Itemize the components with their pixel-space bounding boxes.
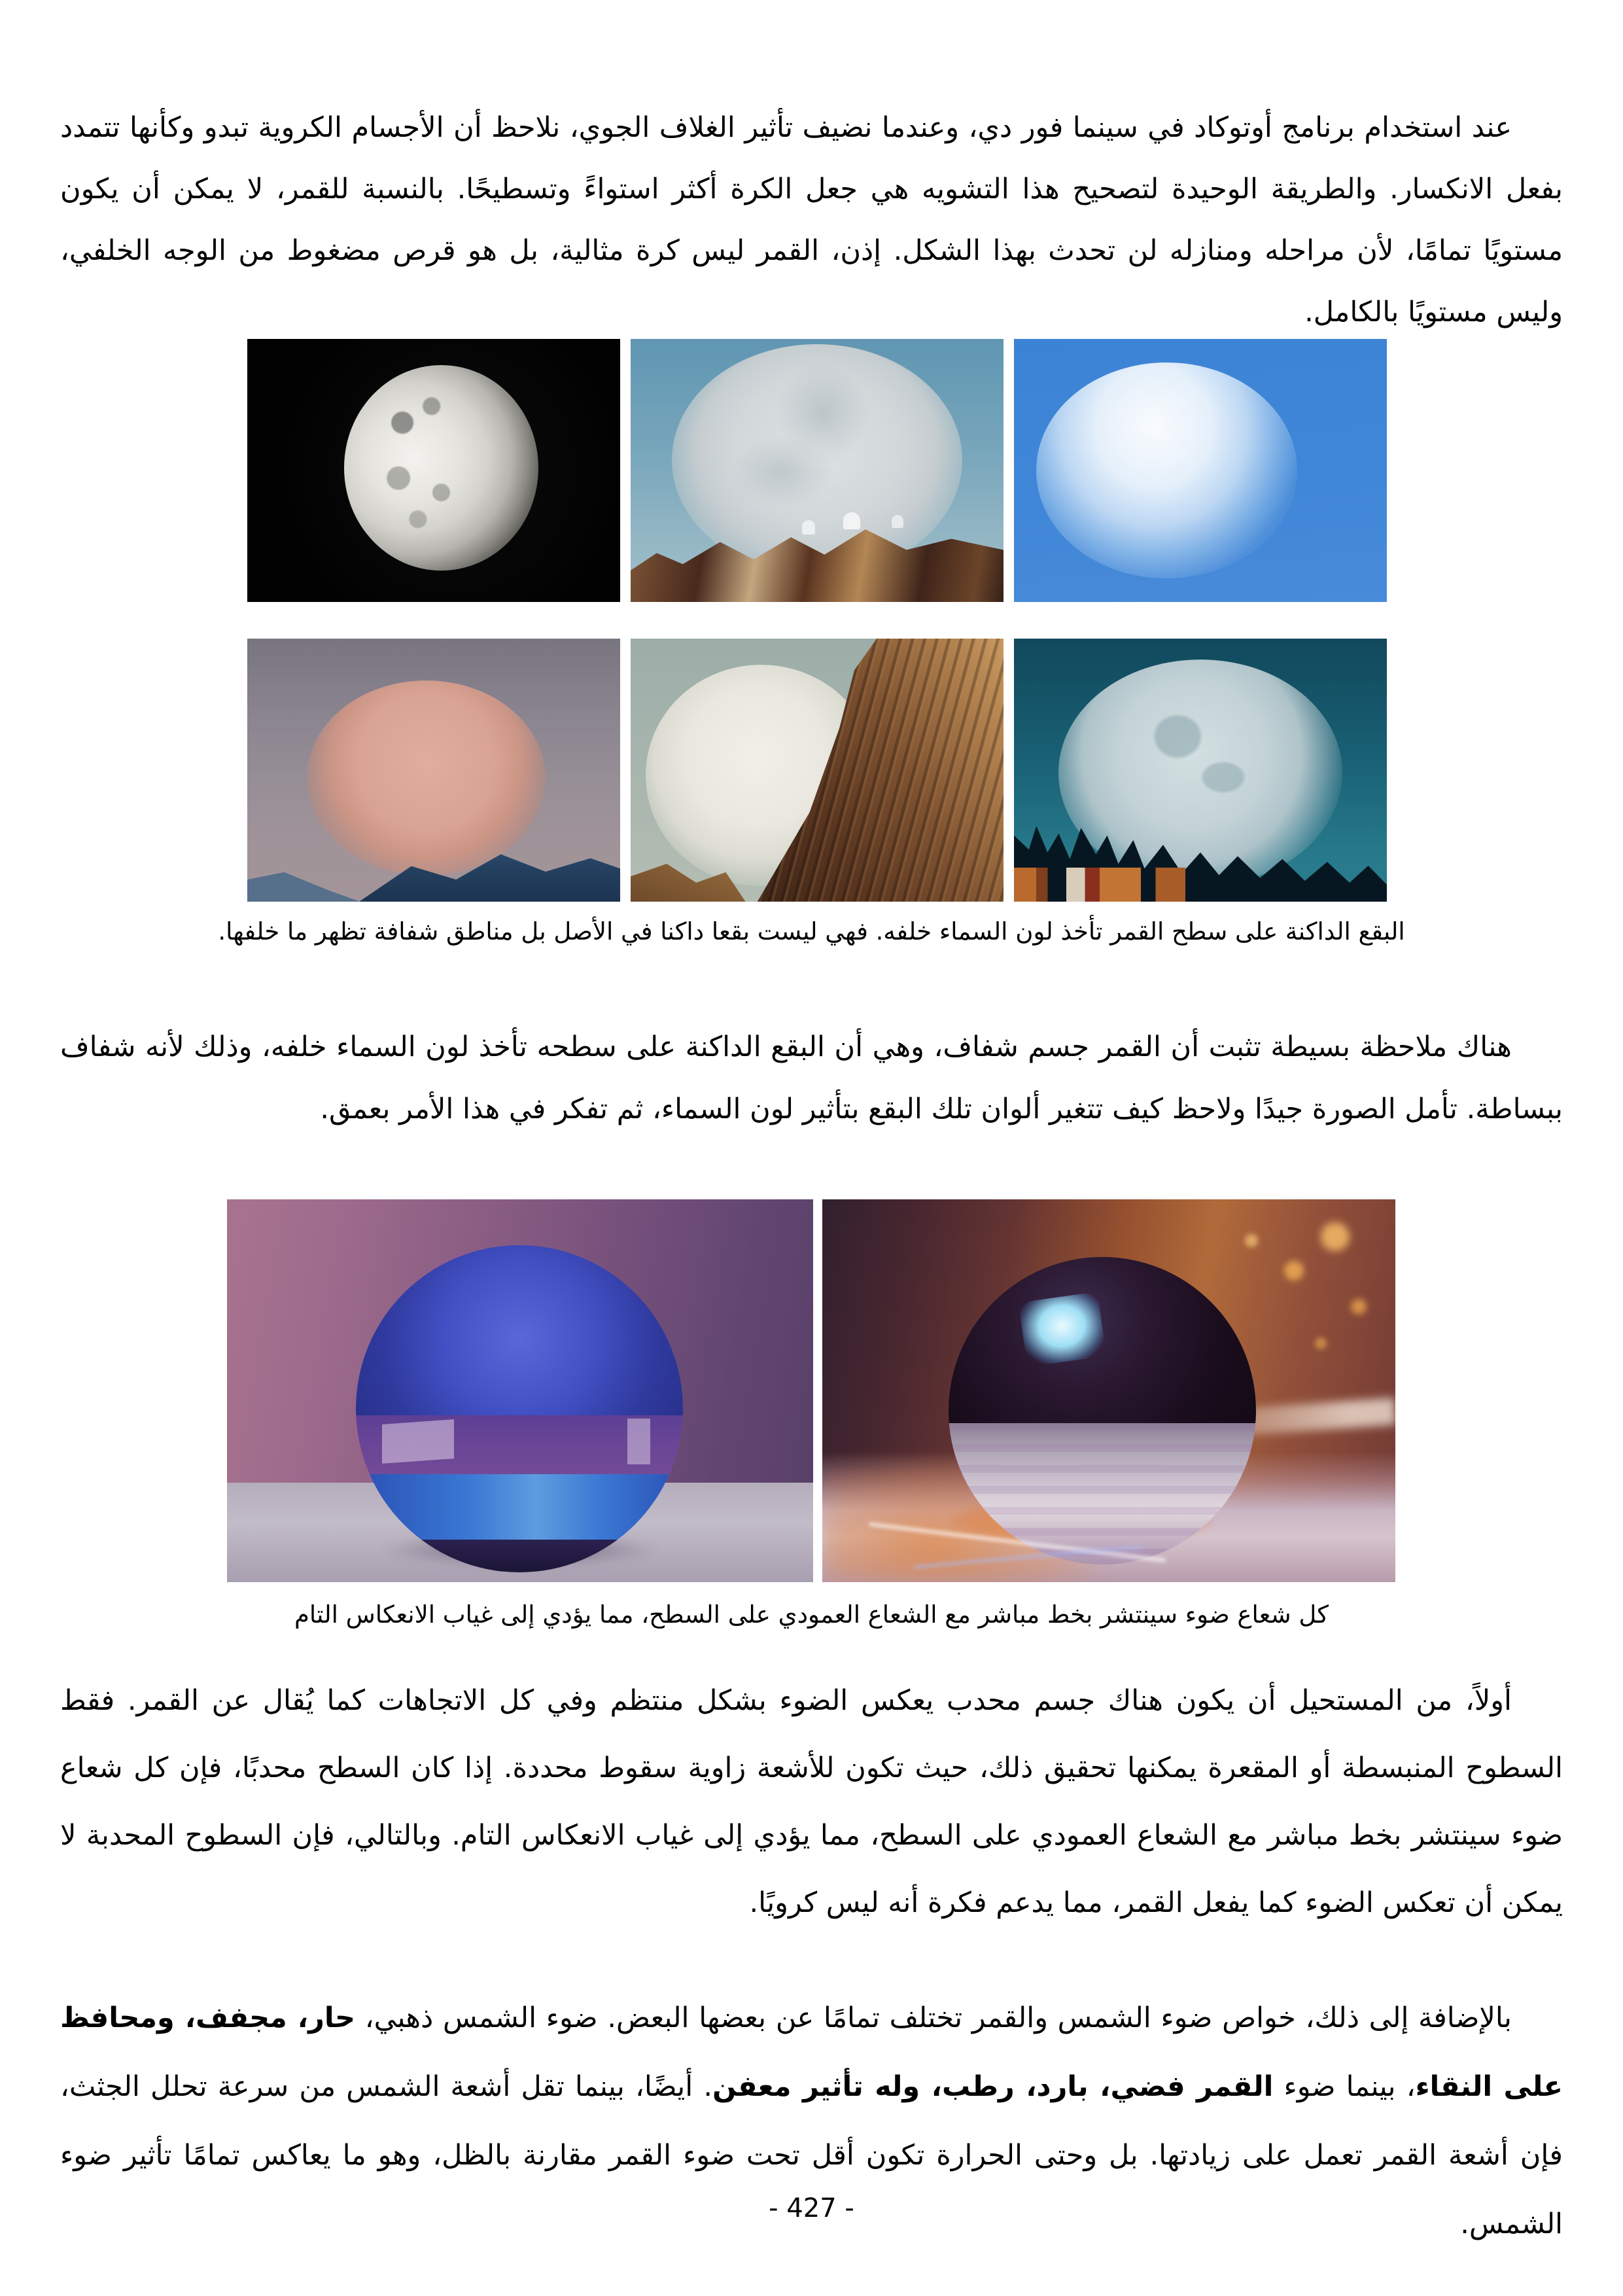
moon-disc <box>307 680 546 875</box>
room-reflection <box>382 1419 454 1464</box>
town-buildings <box>1014 868 1387 902</box>
bokeh-light <box>1315 1337 1327 1349</box>
moon-grid-caption: البقع الداكنة على سطح القمر تأخذ لون السماء خلفه. فهي ليست بقعا داكنا في الأصل بل مناطق شفافة تظهر ما خلفها. <box>218 917 1405 945</box>
sphere-highlight <box>1018 1292 1106 1367</box>
sphere-dark-base <box>356 1540 683 1572</box>
bokeh-light <box>1245 1234 1258 1247</box>
bokeh-light <box>1284 1261 1304 1280</box>
photo-moon-over-trees-town <box>1014 639 1387 902</box>
photo-moon-over-observatory-ridge <box>631 339 1003 602</box>
paragraph-convex-reflection: أولاً، من المستحيل أن يكون هناك جسم محدب يعكس الضوء بشكل منتظم وفي كل الاتجاهات كما يُقال عن القمر. فقط السطوح المنبسطة أو المقعرة يمكنها تحقيق ذلك، حيث تكون للأشعة زاوية سقوط محددة. إذا كان السطح محدبًا، فإن كل شعاع ضوء سينتشر بخط مباشر مع الشعاع العمودي على السطح، مما يؤدي إلى غياب الانعكاس التام. وبالتالي، فإن السطوح المحدبة لا يمكن أن تعكس الضوء كما يفعل القمر، مما يدعم فكرة أنه ليس كرويًا. <box>60 1684 1563 1919</box>
page-number: - 427 - <box>769 2193 854 2223</box>
paragraph-sun-moon-light-properties: بالإضافة إلى ذلك، خواص ضوء الشمس والقمر تختلف تمامًا عن بعضها البعض. ضوء الشمس ذهبي، حار، مجفف، ومحافظ على النقاء، بينما ضوء القمر فضي، بارد، رطب، وله تأثير معفن. أيضًا، بينما تقل أشعة الشمس من سرعة تحلل الجثث، فإن أشعة القمر تعمل على زيادتها. بل وحتى الحرارة تكون أقل تحت ضوء القمر مقارنة بالظل، وهو ما يعاكس تمامًا تأثير ضوء الشمس. <box>60 2002 1563 2240</box>
moon-disc <box>344 365 538 571</box>
paragraph-autocad-atmosphere: عند استخدام برنامج أوتوكاد في سينما فور دي، وعندما نضيف تأثير الغلاف الجوي، نلاحظ أن الأجسام الكروية تبدو وكأنها تتمدد بفعل الانكسار. والطريقة الوحيدة لتصحيح هذا التشويه هي جعل الكرة أكثر استواءً وتسطيحًا. بالنسبة للقمر، لا يمكن أن يكون مستويًا تمامًا، لأن مراحله ومنازله لن تحدث بهذا الشكل. إذن، القمر ليس كرة مثالية، بل هو قرص مضغوط من الوجه الخلفي، وليس مستويًا بالكامل. <box>60 111 1563 328</box>
moon-disc <box>1036 362 1297 578</box>
photo-pink-moon-hazy-sky <box>247 639 620 902</box>
moon-disc <box>672 344 963 576</box>
bokeh-light <box>1351 1299 1367 1315</box>
sphere-translucent-bottom <box>949 1423 1256 1564</box>
sphere-photo-row <box>227 1199 1395 1582</box>
paragraph-moon-transparency: هناك ملاحظة بسيطة تثبت أن القمر جسم شفاف، وهي أن البقع الداكنة على سطحه تأخذ لون السماء خلفه، وذلك لأنه شفاف ببساطة. تأمل الصورة جيدًا ولاحظ كيف تتغير ألوان تلك البقع بتأثير لون السماء، ثم تفكر في هذا الأمر بعمق. <box>60 1031 1563 1125</box>
sphere-blue-top <box>356 1245 683 1415</box>
photo-glass-sphere-warm-room <box>822 1199 1395 1582</box>
photo-moon-day-blue-sky <box>1014 339 1387 602</box>
sphere-caption: كل شعاع ضوء سينتشر بخط مباشر مع الشعاع العمودي على السطح، مما يؤدي إلى غياب الانعكاس التام <box>294 1600 1329 1629</box>
observatory-dome <box>892 515 903 528</box>
sphere-blue-band <box>356 1474 683 1540</box>
moon-photo-grid <box>247 339 1387 902</box>
room-reflection <box>627 1419 650 1464</box>
glass-sphere <box>356 1245 683 1572</box>
photo-glass-sphere-purple-room <box>227 1199 813 1582</box>
observatory-dome <box>802 520 815 535</box>
observatory-dome <box>843 512 860 529</box>
photo-moon-beside-cliff <box>631 639 1003 902</box>
photo-moon-waning-black-sky <box>247 339 620 602</box>
bokeh-light <box>1321 1222 1350 1251</box>
glass-sphere <box>949 1257 1256 1564</box>
